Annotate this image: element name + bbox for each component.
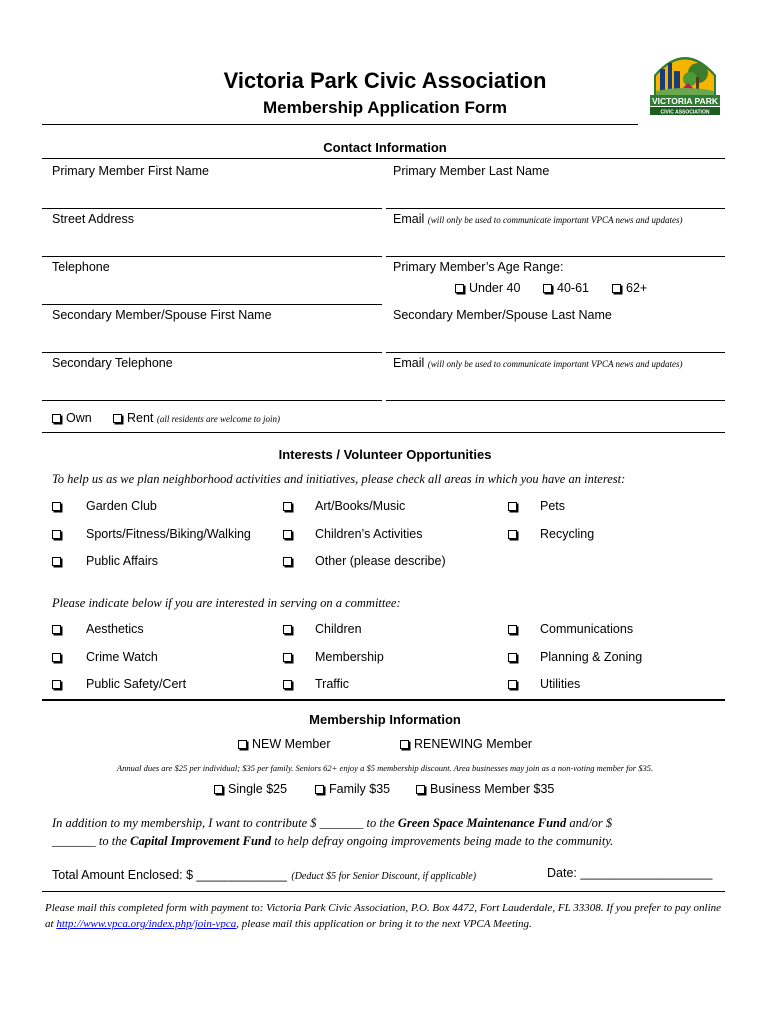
telephone-label: Telephone: [52, 260, 110, 274]
checkbox-icon: [283, 653, 292, 662]
interests-intro: To help us as we plan neighborhood activities and initiatives, please check all areas in which you have an interest:: [52, 472, 626, 486]
interest-childrens-activities[interactable]: Children’s Activities: [283, 527, 422, 541]
single-option[interactable]: Single $25: [214, 782, 287, 796]
email2-label-row: [393, 356, 683, 370]
total-note: (Deduct $5 for Senior Discount, if applicable): [291, 871, 477, 882]
checkbox-icon: [508, 653, 517, 662]
secondary-first-name-label: Secondary Member/Spouse First Name: [52, 308, 272, 322]
checkbox-icon: [400, 740, 409, 749]
committee-crime-watch[interactable]: Crime Watch: [52, 650, 158, 664]
age-option-under-40[interactable]: Under 40: [455, 281, 520, 295]
logo-text-top: VICTORIA PARK: [652, 96, 718, 106]
committee-intro: Please indicate below if you are interested in serving on a committee:: [52, 596, 401, 610]
checkbox-icon: [283, 680, 292, 689]
checkbox-icon: [52, 680, 61, 689]
mailing-instructions: Please mail this completed form with payment to: Victoria Park Civic Association, P.O. Box 4472, Fort Lauderdale, FL 33308. If you prefer to pay online at http://www.vpca.org/index.php/join-vpca, please mail this application or bring it to the next VPCA Meeting.: [45, 902, 722, 930]
checkbox-icon: [508, 530, 517, 539]
email-note: (will only be used to communicate important VPCA news and updates): [427, 215, 683, 225]
street-address-field[interactable]: [42, 256, 382, 257]
form-title: Victoria Park Civic Association: [223, 68, 547, 93]
checkbox-icon: [238, 740, 247, 749]
secondary-telephone-field[interactable]: [42, 400, 382, 401]
checkbox-icon: [508, 502, 517, 511]
header-rule: [42, 124, 638, 125]
checkbox-icon: [52, 414, 61, 423]
interests-bottom-rule: [42, 699, 725, 701]
checkbox-icon: [416, 785, 425, 794]
new-member-option[interactable]: NEW Member: [238, 737, 330, 751]
interest-sports[interactable]: Sports/Fitness/Biking/Walking: [52, 527, 251, 541]
secondary-last-name-label: Secondary Member/Spouse Last Name: [393, 308, 612, 322]
email-label-row: [393, 212, 683, 226]
own-option[interactable]: Own: [52, 411, 92, 425]
email-label: Email: [393, 212, 425, 226]
secondary-last-name-field[interactable]: [386, 352, 725, 353]
committee-traffic[interactable]: Traffic: [283, 677, 349, 691]
join-vpca-link[interactable]: http://www.vpca.org/index.php/join-vpca: [56, 918, 237, 930]
checkbox-icon: [214, 785, 223, 794]
checkbox-icon: [52, 502, 61, 511]
checkbox-icon: [283, 502, 292, 511]
checkbox-icon: [455, 284, 464, 293]
total-row: [52, 866, 476, 884]
committee-aesthetics[interactable]: Aesthetics: [52, 622, 144, 636]
membership-section-title: Membership Information: [309, 712, 461, 727]
family-option[interactable]: Family $35: [315, 782, 390, 796]
primary-first-name-field[interactable]: [42, 208, 382, 209]
checkbox-icon: [113, 414, 122, 423]
committee-communications[interactable]: Communications: [508, 622, 633, 636]
committee-utilities[interactable]: Utilities: [508, 677, 580, 691]
secondary-telephone-label: Secondary Telephone: [52, 356, 173, 370]
committee-membership[interactable]: Membership: [283, 650, 384, 664]
contact-bottom-rule: [42, 432, 725, 433]
rent-option[interactable]: Rent (all residents are welcome to join): [113, 411, 280, 425]
street-address-label: Street Address: [52, 212, 134, 226]
checkbox-icon: [283, 625, 292, 634]
interest-public-affairs[interactable]: Public Affairs: [52, 554, 158, 568]
interests-section-title: Interests / Volunteer Opportunities: [278, 447, 492, 462]
email2-label: Email: [393, 356, 425, 370]
checkbox-icon: [543, 284, 552, 293]
interest-other[interactable]: Other (please describe): [283, 554, 446, 568]
checkbox-icon: [52, 557, 61, 566]
email-field[interactable]: [386, 256, 725, 257]
checkbox-icon: [315, 785, 324, 794]
green-fund-name: Green Space Maintenance Fund: [397, 816, 567, 830]
interest-recycling[interactable]: Recycling: [508, 527, 594, 541]
committee-public-safety[interactable]: Public Safety/Cert: [52, 677, 186, 691]
email2-field[interactable]: [386, 400, 725, 401]
email2-note: (will only be used to communicate important VPCA news and updates): [427, 359, 683, 369]
checkbox-icon: [283, 530, 292, 539]
dues-note: Annual dues are $25 per individual; $35 per family. Seniors 62+ enjoy a $5 membership discount. Area businesses may join as a non-voting member for $35.: [116, 763, 654, 773]
interest-art-books-music[interactable]: Art/Books/Music: [283, 499, 405, 513]
total-amount-field[interactable]: Total Amount Enclosed: $ _____________: [52, 868, 287, 882]
contribution-text: In addition to my membership, I want to contribute $ _______ to the Green Space Maintenance Fund and/or $ _______ to the Capital Improvement Fund to help defray ongoing improvements being made to the community.: [52, 816, 614, 848]
capital-fund-name: Capital Improvement Fund: [130, 834, 272, 848]
telephone-field[interactable]: [42, 304, 382, 305]
form-subtitle: Membership Application Form: [262, 98, 507, 117]
interest-garden-club[interactable]: Garden Club: [52, 499, 157, 513]
committee-children[interactable]: Children: [283, 622, 362, 636]
age-option-62-plus[interactable]: 62+: [612, 281, 647, 295]
contact-top-rule: [42, 158, 725, 159]
primary-first-name-label: Primary Member First Name: [52, 164, 209, 178]
date-field[interactable]: Date: ___________________: [547, 866, 713, 880]
footer-rule: [42, 891, 725, 892]
business-option[interactable]: Business Member $35: [416, 782, 554, 796]
committee-planning-zoning[interactable]: Planning & Zoning: [508, 650, 642, 664]
age-option-40-61[interactable]: 40-61: [543, 281, 589, 295]
primary-last-name-label: Primary Member Last Name: [393, 164, 550, 178]
checkbox-icon: [508, 680, 517, 689]
primary-last-name-field[interactable]: [386, 208, 725, 209]
checkbox-icon: [52, 653, 61, 662]
contact-section-title: Contact Information: [323, 140, 447, 155]
checkbox-icon: [283, 557, 292, 566]
checkbox-icon: [508, 625, 517, 634]
vpca-logo: [646, 45, 724, 125]
checkbox-icon: [612, 284, 621, 293]
secondary-first-name-field[interactable]: [42, 352, 382, 353]
logo-text-bottom: CIVIC ASSOCIATION: [660, 109, 710, 116]
age-range-label: Primary Member’s Age Range:: [393, 260, 564, 274]
checkbox-icon: [52, 530, 61, 539]
renewing-member-option[interactable]: RENEWING Member: [400, 737, 532, 751]
interest-pets[interactable]: Pets: [508, 499, 565, 513]
checkbox-icon: [52, 625, 61, 634]
rent-note: (all residents are welcome to join): [156, 414, 280, 424]
